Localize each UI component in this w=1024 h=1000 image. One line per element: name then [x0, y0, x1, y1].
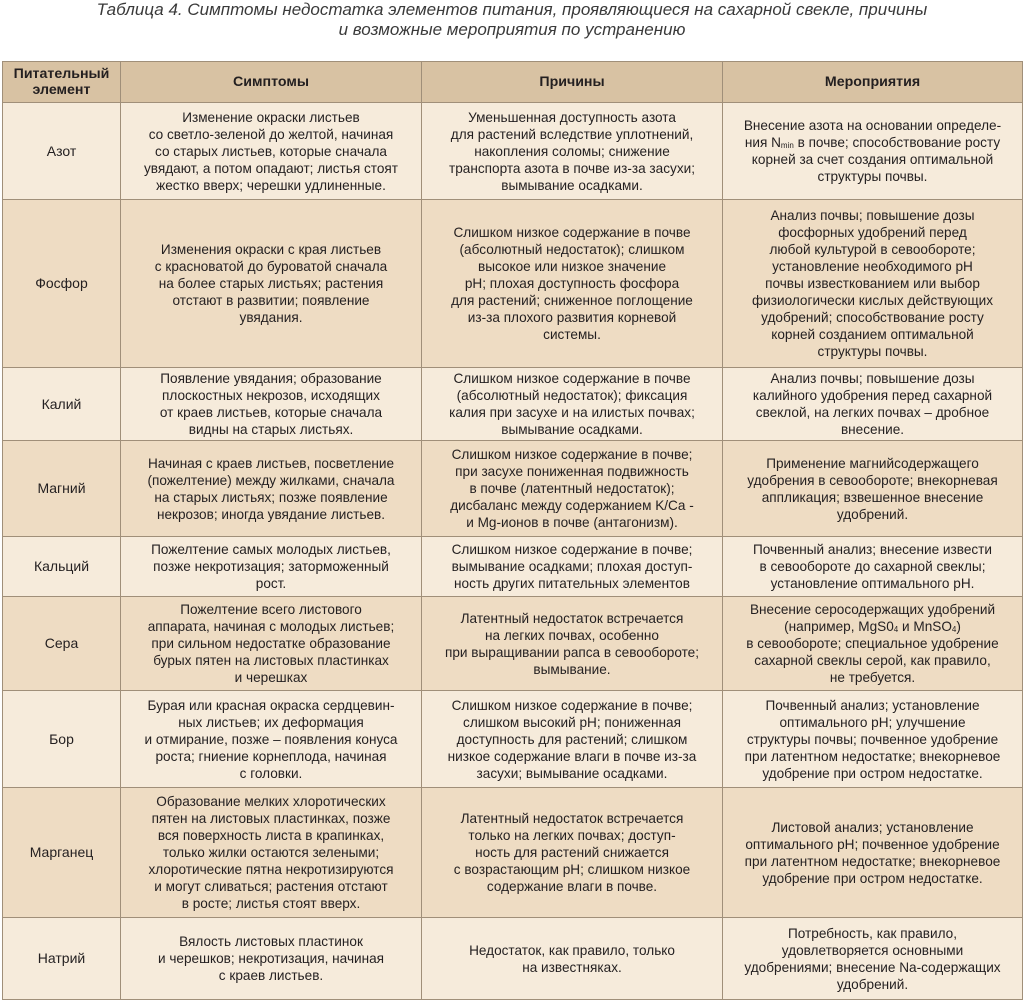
element-name-cell: Фосфор: [3, 200, 121, 368]
text-fragment: в севообороте; специальное удобрение: [746, 636, 999, 651]
symptoms-line: некрозов; иногда увядание листьев.: [156, 506, 386, 522]
text-fragment: корней за счет создания оптимальной: [751, 152, 994, 167]
measures-line: [729, 370, 1016, 387]
measures-line: [729, 959, 1016, 976]
measures-line: [729, 292, 1016, 309]
text-fragment: сахарной свеклы серой, как правило,: [754, 653, 991, 668]
text-fragment: ния N: [744, 135, 781, 150]
symptoms-cell: [121, 597, 422, 691]
header-element-line: Питательный: [13, 66, 110, 82]
symptoms-line: и могут сливаться; растения отстают: [154, 879, 388, 894]
text-fragment: оптимального pH; улучшение: [779, 714, 966, 730]
element-name-cell: Марганец: [3, 788, 121, 918]
measures-cell: [723, 441, 1023, 537]
measures-line: [729, 489, 1016, 506]
text-fragment: Потребность, как правило,: [788, 925, 957, 941]
text-fragment: физиологически кислых действующих: [751, 293, 994, 308]
causes-line: Латентный недостаток встречается: [460, 811, 684, 826]
symptoms-line: Изменение окраски листьев: [182, 109, 360, 125]
symptoms-line: Пожелтение самых молодых листьев,: [151, 542, 391, 557]
symptoms-line: плоскостных некрозов, исходящих: [162, 388, 380, 403]
text-fragment: установление оптимального pH.: [770, 576, 975, 591]
measures-line: [729, 575, 1016, 592]
table-row: [3, 537, 1023, 597]
measures-line: [729, 326, 1016, 343]
text-fragment: корней созданием оптимальной: [771, 327, 974, 342]
symptoms-line: позже некротизация; заторможенный: [153, 559, 389, 574]
symptoms-line: отстают в развитии; появление: [172, 293, 370, 308]
symptoms-line: Изменения окраски с края листьев: [160, 242, 382, 257]
measures-line: [729, 387, 1016, 404]
text-fragment: удовлетворяется основными: [781, 942, 964, 958]
subscript: 4: [893, 625, 899, 634]
causes-line: Слишком низкое содержание в почве;: [451, 697, 693, 713]
measures-line: [729, 134, 1016, 151]
symptoms-line: с красноватой до буроватой сначала: [154, 259, 388, 274]
text-fragment: свеклой, на легких почвах – дробное: [755, 405, 990, 420]
text-fragment: установление необходимого pH: [772, 259, 973, 274]
table-row: [3, 103, 1023, 200]
causes-cell: [422, 788, 723, 918]
text-fragment: калийного удобрения перед сахарной: [752, 388, 993, 403]
causes-line: слишком высокий pH; пониженная: [463, 714, 681, 730]
causes-line: Недостаток, как правило, только: [469, 942, 675, 958]
measures-line: [729, 942, 1016, 959]
causes-line: Латентный недостаток встречается: [460, 610, 684, 626]
measures-line: [729, 404, 1016, 421]
header-element: [3, 62, 121, 103]
symptoms-line: и черешков; некротизация, начиная: [157, 951, 385, 966]
text-fragment: внесение.: [840, 422, 905, 437]
measures-line: [729, 669, 1016, 686]
measures-line: [729, 765, 1016, 782]
measures-line: [729, 541, 1016, 558]
text-fragment: удобрений; способствование росту: [761, 310, 984, 325]
symptoms-line: Начиная с краев листьев, посветление: [147, 455, 395, 471]
element-name-cell: Сера: [3, 597, 121, 691]
symptoms-cell: [121, 103, 422, 200]
causes-line: (абсолютный недостаток); фиксация: [456, 388, 688, 403]
causes-line: дисбаланс между содержанием K/Ca -: [450, 498, 694, 513]
element-name-cell: Бор: [3, 691, 121, 788]
causes-line: pH; плохая доступность фосфора: [464, 276, 680, 291]
symptoms-line: видны на старых листьях.: [188, 422, 354, 437]
measures-line: [729, 472, 1016, 489]
symptoms-line: хлоротические пятна некротизируются: [148, 862, 394, 877]
text-fragment: Применение магнийсодержащего: [766, 455, 979, 471]
causes-line: вымывание осадками.: [501, 422, 643, 437]
symptoms-line: рост.: [255, 576, 287, 591]
text-fragment: при латентном недостатке; внекорневое: [744, 853, 1001, 869]
text-fragment: удобрениями; внесение Na-содержащих: [744, 959, 1001, 975]
text-fragment: фосфорных удобрений перед: [778, 225, 967, 240]
text-fragment: Внесение азота на основании определе-: [743, 118, 1002, 133]
measures-line: [729, 343, 1016, 360]
text-fragment: удобрение при остром недостатке.: [762, 870, 983, 886]
measures-line: [729, 976, 1016, 993]
text-fragment: структуры почвы; почвенное удобрение: [746, 731, 999, 747]
text-fragment: структуры почвы.: [817, 169, 928, 184]
measures-line: [729, 819, 1016, 836]
measures-cell: [723, 200, 1023, 368]
symptoms-line: Появление увядания; образование: [160, 371, 382, 386]
symptoms-line: увядания.: [239, 310, 303, 325]
causes-line: Слишком низкое содержание в почве;: [451, 447, 693, 462]
causes-line: Слишком низкое содержание в почве: [453, 371, 691, 386]
text-fragment: Почвенный анализ; внесение извести: [753, 542, 992, 557]
measures-cell: [723, 788, 1023, 918]
causes-cell: [422, 597, 723, 691]
measures-line: [729, 853, 1016, 870]
symptoms-line: Пожелтение всего листового: [180, 602, 362, 617]
measures-line: [729, 558, 1016, 575]
header-causes: Причины: [422, 62, 723, 103]
causes-line: накопления соломы; снижение: [474, 143, 670, 159]
element-name-cell: Магний: [3, 441, 121, 537]
symptoms-line: с краев листьев.: [218, 968, 324, 983]
symptoms-line: Образование мелких хлоротических: [156, 794, 386, 809]
measures-line: [729, 309, 1016, 326]
text-fragment: любой культурой в севообороте;: [769, 242, 976, 257]
text-fragment: ): [956, 619, 961, 634]
caption-line-1: Таблица 4. Симптомы недостатка элементов питания, проявляющиеся на сахарной свекле, причины: [96, 0, 928, 19]
text-fragment: удобрение при остром недостатке.: [762, 765, 983, 781]
element-name-cell: Азот: [3, 103, 121, 200]
causes-line: с возрастающим pH; слишком низкое: [453, 862, 691, 877]
table-row: [3, 200, 1023, 368]
text-fragment: оптимального pH; почвенное удобрение: [745, 836, 1000, 852]
measures-line: [729, 870, 1016, 887]
causes-cell: [422, 691, 723, 788]
caption-line-2: и возможные мероприятия по устранению: [338, 20, 686, 39]
measures-line: [729, 258, 1016, 275]
text-fragment: удобрений.: [836, 506, 909, 522]
table-row: [3, 788, 1023, 918]
causes-cell: [422, 441, 723, 537]
table-row: [3, 597, 1023, 691]
causes-cell: [422, 200, 723, 368]
text-fragment: в севообороте до сахарной свеклы;: [759, 559, 986, 574]
subscript: 4: [951, 625, 957, 634]
text-fragment: Листовой анализ; установление: [771, 819, 974, 835]
measures-line: [729, 836, 1016, 853]
table-row: [3, 441, 1023, 537]
symptoms-cell: [121, 368, 422, 441]
symptoms-line: жестко вверх; черешки удлиненные.: [156, 177, 386, 193]
measures-line: [729, 618, 1016, 635]
symptoms-cell: [121, 200, 422, 368]
measures-cell: [723, 368, 1023, 441]
measures-line: [729, 714, 1016, 731]
measures-line: [729, 117, 1016, 134]
causes-line: (абсолютный недостаток); слишком: [459, 242, 685, 257]
symptoms-line: увядают, а потом опадают; листья стоят: [143, 160, 399, 176]
text-fragment: Анализ почвы; повышение дозы: [770, 371, 975, 386]
element-name-cell: Калий: [3, 368, 121, 441]
text-fragment: не требуется.: [829, 670, 916, 685]
symptoms-line: с головки.: [239, 765, 303, 781]
measures-line: [729, 652, 1016, 669]
header-element-line: элемент: [32, 82, 91, 98]
symptoms-line: пятен на листовых пластинках, позже: [151, 811, 391, 826]
element-name-cell: Натрий: [3, 918, 121, 1000]
symptoms-cell: [121, 918, 422, 1000]
symptoms-cell: [121, 537, 422, 597]
symptoms-line: со светло-зеленой до желтой, начиная: [148, 126, 394, 142]
table-row: [3, 368, 1023, 441]
subscript: min: [780, 141, 794, 150]
causes-line: ность других питательных элементов: [454, 576, 690, 591]
measures-line: [729, 748, 1016, 765]
causes-line: засухи; вымывание осадками.: [476, 765, 668, 781]
causes-line: при выращивании рапса в севообороте;: [444, 644, 700, 660]
text-fragment: (например, MgS0: [784, 619, 894, 634]
causes-line: высокое или низкое значение: [477, 259, 667, 274]
deficiency-table: [2, 61, 1023, 1000]
measures-line: [729, 275, 1016, 292]
text-fragment: удобрений.: [836, 976, 909, 992]
causes-line: вымывание осадками.: [501, 177, 643, 193]
table-body: [3, 103, 1023, 1000]
causes-line: Слишком низкое содержание в почве;: [451, 542, 693, 557]
symptoms-line: при сильном недостатке образование: [151, 636, 391, 651]
symptoms-line: вся поверхность листа в крапинках,: [157, 828, 385, 843]
measures-cell: [723, 103, 1023, 200]
causes-line: Уменьшенная доступность азота: [468, 109, 676, 125]
causes-line: ность для растений снижается: [475, 845, 669, 860]
measures-cell: [723, 691, 1023, 788]
causes-line: транспорта азота в почве из-за засухи;: [449, 160, 695, 176]
symptoms-line: аппарата, начиная с молодых листьев;: [147, 619, 395, 634]
measures-line: [729, 925, 1016, 942]
text-fragment: Анализ почвы; повышение дозы: [770, 208, 975, 223]
symptoms-line: со старых листьев, которые сначала: [155, 143, 387, 159]
causes-line: вымывание осадками; плохая доступ-: [451, 559, 693, 574]
header-measures: Мероприятия: [723, 62, 1023, 103]
symptoms-cell: [121, 788, 422, 918]
causes-cell: [422, 918, 723, 1000]
table-row: [3, 918, 1023, 1000]
causes-line: для растений; сниженное поглощение: [451, 293, 693, 308]
symptoms-line: Вялость листовых пластинок: [179, 934, 363, 949]
symptoms-line: ных листьев; их деформация: [178, 714, 364, 730]
causes-line: калия при засухе и на илистых почвах;: [449, 405, 695, 420]
symptoms-line: и отмирание, позже – появления конуса: [144, 731, 398, 747]
table-row: [3, 691, 1023, 788]
text-fragment: структуры почвы.: [817, 344, 928, 359]
table-header-row: [3, 62, 1023, 103]
causes-cell: [422, 368, 723, 441]
causes-line: из-за плохого развития корневой: [467, 310, 677, 325]
causes-line: при засухе пониженная подвижность: [455, 464, 689, 479]
text-fragment: в почве; способствование росту: [793, 135, 1001, 150]
causes-cell: [422, 537, 723, 597]
measures-line: [729, 168, 1016, 185]
symptoms-cell: [121, 441, 422, 537]
causes-line: вымывание.: [533, 661, 611, 677]
causes-line: доступность для растений; слишком: [456, 731, 688, 747]
causes-line: содержание влаги в почве.: [486, 879, 658, 894]
symptoms-line: и черешках: [234, 670, 308, 685]
causes-line: системы.: [543, 327, 601, 342]
causes-line: для растений вследствие уплотнений,: [450, 126, 694, 142]
symptoms-line: Бурая или красная окраска сердцевин-: [147, 697, 395, 713]
measures-line: [729, 731, 1016, 748]
causes-line: только на легких почвах; доступ-: [468, 828, 676, 843]
symptoms-line: только жилки остаются зелеными;: [162, 845, 380, 860]
measures-line: [729, 207, 1016, 224]
measures-line: [729, 241, 1016, 258]
text-fragment: Почвенный анализ; установление: [765, 697, 980, 713]
causes-line: на известняках.: [522, 959, 622, 975]
symptoms-cell: [121, 691, 422, 788]
causes-line: Слишком низкое содержание в почве: [453, 225, 691, 240]
table-caption: [0, 0, 1024, 40]
symptoms-line: роста; гниение корнеплода, начиная: [155, 748, 387, 764]
measures-line: [729, 506, 1016, 523]
symptoms-line: в росте; листья стоят вверх.: [181, 896, 361, 911]
symptoms-line: от краев листьев, которые сначала: [159, 405, 383, 420]
text-fragment: аппликация; взвешенное внесение: [761, 489, 984, 505]
causes-line: низкое содержание влаги в почве из-за: [447, 748, 697, 764]
measures-line: [729, 697, 1016, 714]
element-name-cell: Кальций: [3, 537, 121, 597]
measures-line: [729, 601, 1016, 618]
measures-cell: [723, 537, 1023, 597]
symptoms-line: бурых пятен на листовых пластинках: [153, 653, 389, 668]
causes-cell: [422, 103, 723, 200]
causes-line: в почве (латентный недостаток);: [469, 481, 675, 496]
text-fragment: Внесение серосодержащих удобрений: [749, 602, 996, 617]
causes-line: и Mg-ионов в почве (антагонизм).: [466, 515, 678, 530]
header-symptoms: Симптомы: [121, 62, 422, 103]
symptoms-line: на более старых листьях; растения: [158, 276, 384, 291]
measures-cell: [723, 597, 1023, 691]
symptoms-line: на старых листьях; позже появление: [154, 489, 388, 505]
symptoms-line: (пожелтение) между жилками, сначала: [147, 472, 395, 488]
text-fragment: почвы известкованием или выбор: [765, 276, 980, 291]
causes-line: на легких почвах, особенно: [485, 627, 659, 643]
measures-line: [729, 635, 1016, 652]
measures-cell: [723, 918, 1023, 1000]
measures-line: [729, 151, 1016, 168]
measures-line: [729, 421, 1016, 438]
measures-line: [729, 455, 1016, 472]
text-fragment: и MnSO: [898, 619, 952, 634]
text-fragment: при латентном недостатке; внекорневое: [744, 748, 1001, 764]
measures-line: [729, 224, 1016, 241]
text-fragment: удобрения в севообороте; внекорневая: [747, 472, 998, 488]
